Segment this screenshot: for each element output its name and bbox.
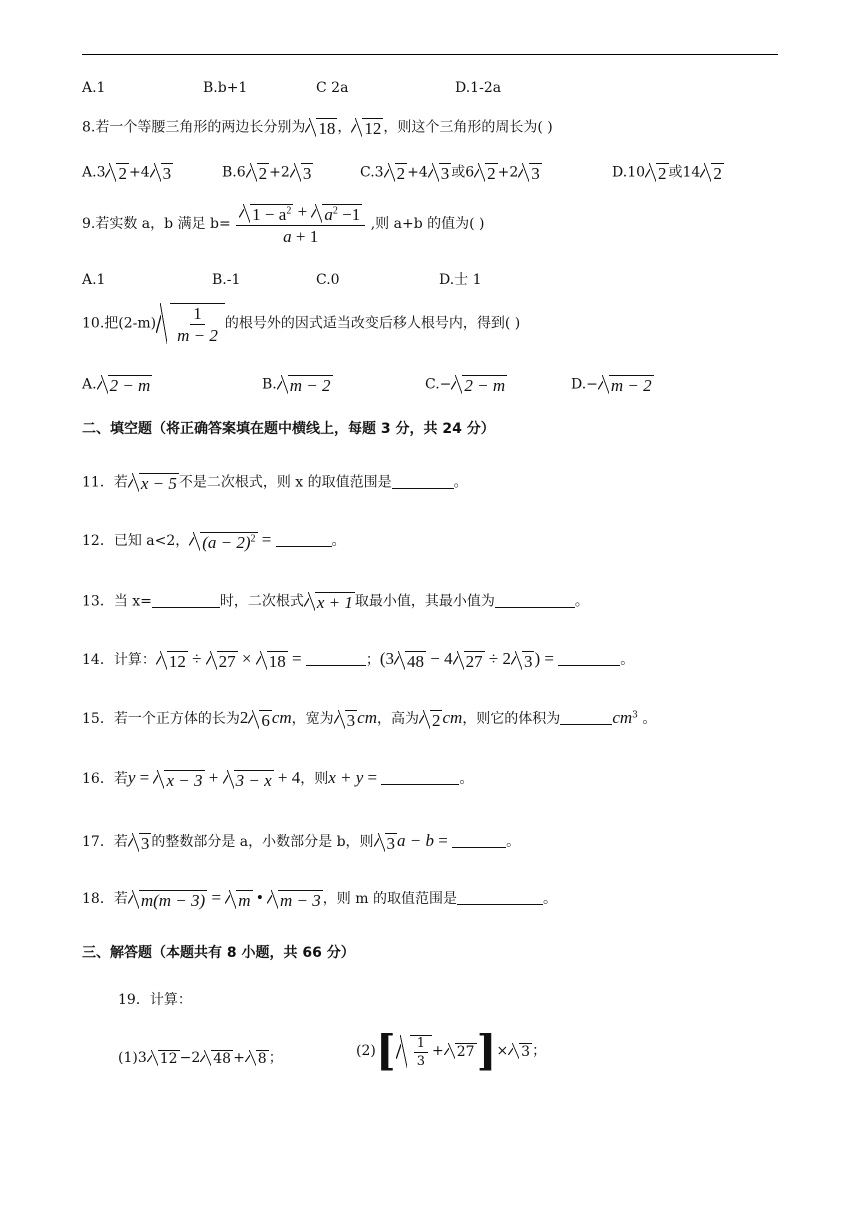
q19-part-1: (1)3 12 −2 48 + 8 ； bbox=[118, 1050, 283, 1067]
q8-option-b: B.6 2 +2 3 bbox=[222, 164, 312, 183]
q14-answer-blank-2[interactable] bbox=[558, 665, 620, 666]
section-3-heading: 三、解答题（本题共有 8 小题，共 66 分） bbox=[82, 945, 355, 961]
q19-part-2: (2)[ $\frac{1}{3}$ + 27]× 3 ； bbox=[356, 1026, 547, 1075]
question-17: 17．若 3 的整数部分是 a，小数部分是 b，则 3 a − b = 。 bbox=[82, 831, 521, 853]
q8-option-c: C.3 2 +4 3 或6 2 +2 3 bbox=[360, 164, 540, 183]
q9-option-d: D.士 1 bbox=[439, 272, 482, 288]
q10-option-c: C.− 2 − m bbox=[425, 376, 506, 395]
q7-option-d: D.1-2a bbox=[455, 80, 502, 96]
q16-answer-blank[interactable] bbox=[381, 784, 459, 785]
q8-option-d: D.10 2 或14 2 bbox=[612, 164, 722, 183]
q15-answer-blank[interactable] bbox=[560, 724, 612, 725]
q17-answer-blank[interactable] bbox=[452, 847, 506, 848]
question-16: 16．若y = x − 3 + 3 − x + 4，则x + y = 。 bbox=[82, 768, 474, 790]
right-bracket: ] bbox=[476, 1026, 497, 1075]
q11-answer-blank[interactable] bbox=[392, 488, 454, 489]
q9-option-c: C.0 bbox=[316, 272, 340, 288]
question-13: 13．当 x= 时，二次根式 x + 1 取最小值，其最小值为 。 bbox=[82, 593, 589, 612]
q13-x-blank[interactable] bbox=[152, 607, 220, 608]
q14-answer-blank-1[interactable] bbox=[306, 665, 366, 666]
q9-option-a: A.1 bbox=[82, 272, 106, 288]
q7-option-a: A.1 bbox=[82, 80, 106, 96]
q7-option-b: B.b+1 bbox=[203, 80, 248, 96]
left-bracket: [ bbox=[375, 1026, 396, 1075]
q7-option-c: C 2a bbox=[316, 80, 349, 96]
q9-option-b: B.-1 bbox=[212, 272, 241, 288]
question-11: 11．若 x − 5 不是二次根式，则 x 的取值范围是 。 bbox=[82, 474, 468, 493]
question-12: 12．已知 a<2， $(a - 2)^2$ = 。 bbox=[82, 530, 346, 552]
q13-min-blank[interactable] bbox=[495, 607, 575, 608]
q18-answer-blank[interactable] bbox=[457, 904, 543, 905]
question-14: 14．计算： 12 ÷ 27 × 18 = ；(3 48 − 4 27 ÷ 2 3 ) = 。 bbox=[82, 649, 635, 671]
q10-option-b: B. m − 2 bbox=[262, 376, 331, 395]
question-18: 18．若 m(m − 3) = m • m − 3 ，则 m 的取值范围是 。 bbox=[82, 888, 557, 910]
question-8: 8.若一个等腰三角形的两边长分别为 18 ， 12 ，则这个三角形的周长为( ) bbox=[82, 119, 553, 138]
q10-option-a: A. 2 − m bbox=[82, 376, 151, 395]
question-15: 15．若一个正方体的长为2 6 cm，宽为 3 cm，高为 2 cm，则它的体积为 $cm^3$ 。 bbox=[82, 708, 657, 730]
header-rule bbox=[82, 54, 778, 55]
q12-answer-blank[interactable] bbox=[276, 546, 332, 547]
section-2-heading: 二、填空题（将正确答案填在题中横线上，每题 3 分，共 24 分） bbox=[82, 421, 495, 437]
question-19-title: 19．计算： bbox=[118, 992, 192, 1008]
q8-option-a: A.3 2 +4 3 bbox=[82, 164, 172, 183]
question-9: 9.若实数 a，b 满足 b= $\frac{1 - a^2 + a^2 -1}{a + 1}$ ,则 a+b 的值为( ) bbox=[82, 202, 485, 246]
q10-option-d: D.− m − 2 bbox=[571, 376, 652, 395]
question-10: 10.把(2-m) $\frac{1}{m - 2}$ 的根号外的因式适当改变后移人根号内，得到( ) bbox=[82, 304, 521, 345]
